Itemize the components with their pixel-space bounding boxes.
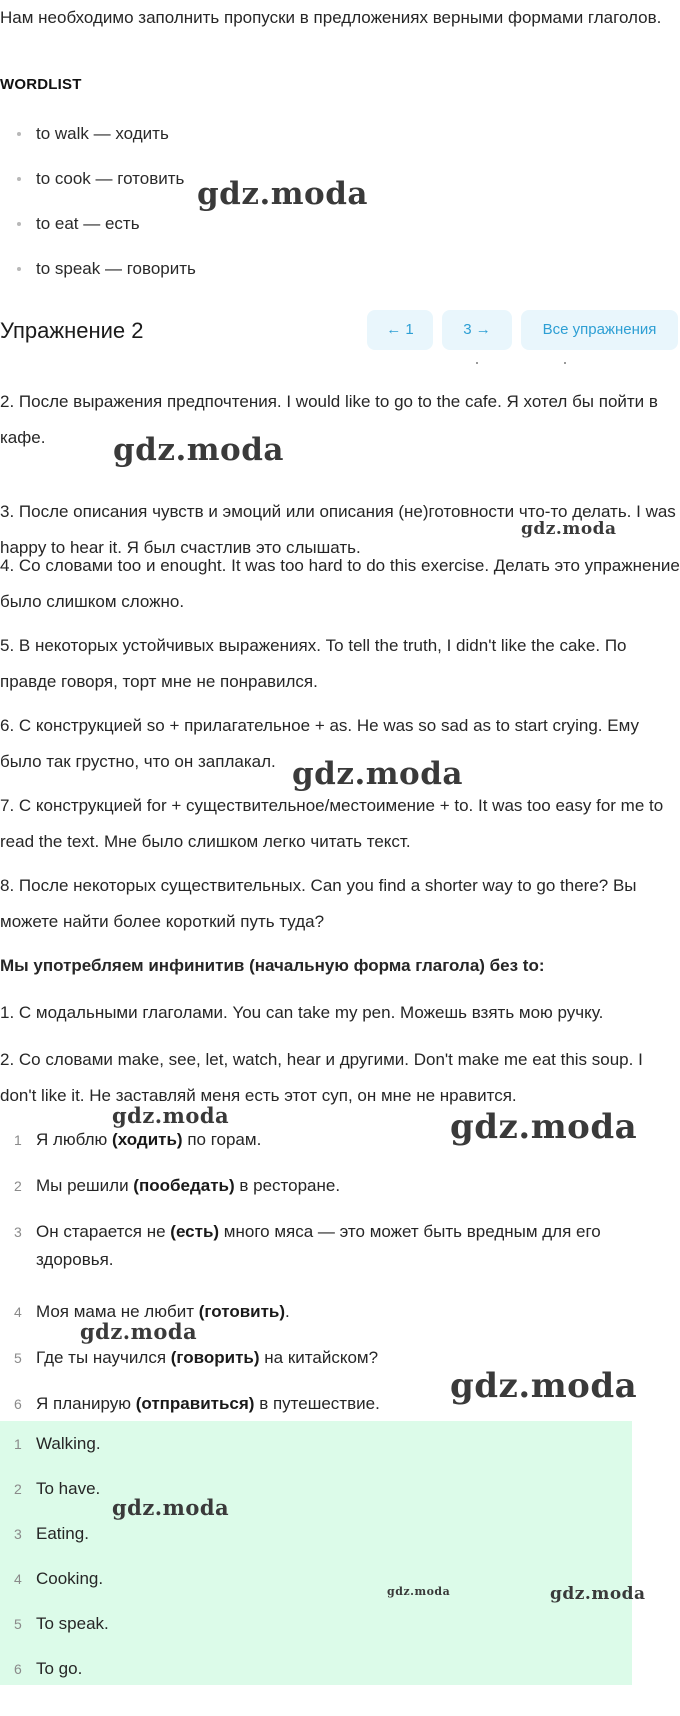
answer-text: To go. [36, 1659, 83, 1678]
prev-exercise-button[interactable]: ← 1 [367, 310, 433, 350]
wordlist-item: to eat — есть [0, 214, 680, 259]
without-to-rule: 2. Со словами make, see, let, watch, hear и другими. Don't make me eat this soup. I don't like it. Не заставляй меня есть этот суп, он мне не нравится. [0, 1050, 643, 1105]
clipped-text-fragment [470, 362, 600, 365]
watermark: gdz.moda [292, 756, 463, 792]
watermark: gdz.moda [387, 1585, 451, 1598]
answer-item [0, 1556, 632, 1601]
without-to-heading: Мы употребляем инфинитив (начальную форма глагола) без to: [0, 956, 545, 975]
task-number: 6 [14, 1396, 22, 1412]
task-item: 4 Моя мама не любит (готовить). [0, 1298, 680, 1344]
watermark: gdz.moda [197, 176, 368, 212]
intro-text: Нам необходимо заполнить пропуски в предложениях верными формами глаголов. [0, 8, 662, 27]
task-item: 3 Он старается не (есть) много мяса — это может быть вредным для его здоровья. [0, 1218, 680, 1298]
task-number: 2 [14, 1178, 22, 1194]
wordlist-item: to speak — говорить [0, 259, 680, 304]
answer-text: To speak. [36, 1614, 109, 1633]
rule-paragraph: 2. После выражения предпочтения. I would like to go to the cafe. Я хотел бы пойти в кафе. [0, 392, 658, 447]
next-exercise-button[interactable]: 3 → [442, 310, 512, 350]
answer-text: To have. [36, 1479, 101, 1498]
watermark: gdz.moda [113, 432, 284, 468]
verb-hint: (есть) [170, 1222, 220, 1241]
watermark: gdz.moda [550, 1584, 646, 1604]
answer-number: 5 [14, 1616, 22, 1632]
exercise-title: Упражнение 2 [0, 318, 144, 343]
answer-item [0, 1646, 632, 1691]
answer-number: 3 [14, 1526, 22, 1542]
rule-paragraph: 3. После описания чувств и эмоций или описания (не)готовности что-то делать. I was happy to hear it. Я был счастлив это слышать. [0, 502, 676, 557]
task-number: 1 [14, 1132, 22, 1148]
wordlist-item: to walk — ходить [0, 124, 680, 169]
answer-text: Walking. [36, 1434, 101, 1453]
verb-hint: (говорить) [170, 1348, 260, 1367]
answers-panel [0, 1421, 632, 1685]
watermark: gdz.moda [450, 1107, 638, 1147]
answer-text: Cooking. [36, 1569, 104, 1588]
rule-paragraph: 7. С конструкцией for + существительное/местоимение + to. It was too easy for me to read the text. Мне было слишком легко читать текст. [0, 796, 664, 851]
answer-item [0, 1466, 632, 1511]
without-to-rule: 1. С модальными глаголами. You can take my pen. Можешь взять мою ручку. [0, 1003, 604, 1022]
wordlist-heading: WORDLIST [0, 76, 82, 93]
wordlist [0, 124, 680, 304]
task-item: 2 Мы решили (пообедать) в ресторане. [0, 1172, 680, 1218]
answer-item [0, 1511, 632, 1556]
task-item: 6 Я планирую (отправиться) в путешествие. [0, 1390, 680, 1436]
verb-hint: (пообедать) [133, 1176, 235, 1195]
answer-number: 2 [14, 1481, 22, 1497]
answer-number: 1 [14, 1436, 22, 1452]
watermark: gdz.moda [80, 1319, 198, 1344]
watermark: gdz.moda [112, 1495, 230, 1520]
verb-hint: (ходить) [112, 1130, 183, 1149]
wordlist-item: to cook — готовить [0, 169, 680, 214]
answer-number: 4 [14, 1571, 22, 1587]
verb-hint: (отправиться) [135, 1394, 255, 1413]
watermark: gdz.moda [521, 519, 617, 539]
all-exercises-button[interactable]: Все упражнения [521, 310, 678, 350]
task-number: 3 [14, 1224, 22, 1240]
answer-text: Eating. [36, 1524, 89, 1543]
task-number: 4 [14, 1304, 22, 1320]
answer-number: 6 [14, 1661, 22, 1677]
task-item: 5 Где ты научился (говорить) на китайском? [0, 1344, 680, 1390]
answer-item [0, 1601, 632, 1646]
verb-hint: (готовить) [198, 1302, 286, 1321]
rule-paragraph: 6. С конструкцией so + прилагательное + as. He was so sad as to start crying. Ему было так грустно, что он заплакал. [0, 716, 639, 771]
watermark: gdz.moda [450, 1366, 638, 1406]
rule-paragraph: 4. Со словами too и enought. It was too hard to do this exercise. Делать это упражнение было слишком сложно. [0, 556, 680, 611]
task-item: 1 Я люблю (ходить) по горам. [0, 1126, 680, 1172]
rule-paragraph: 5. В некоторых устойчивых выражениях. To tell the truth, I didn't like the cake. По правде говоря, торт мне не понравился. [0, 636, 627, 691]
task-number: 5 [14, 1350, 22, 1366]
rule-paragraph: 8. После некоторых существительных. Can you find a shorter way to go there? Вы можете найти более короткий путь туда? [0, 876, 637, 931]
answer-item [0, 1421, 632, 1466]
watermark: gdz.moda [112, 1103, 230, 1128]
